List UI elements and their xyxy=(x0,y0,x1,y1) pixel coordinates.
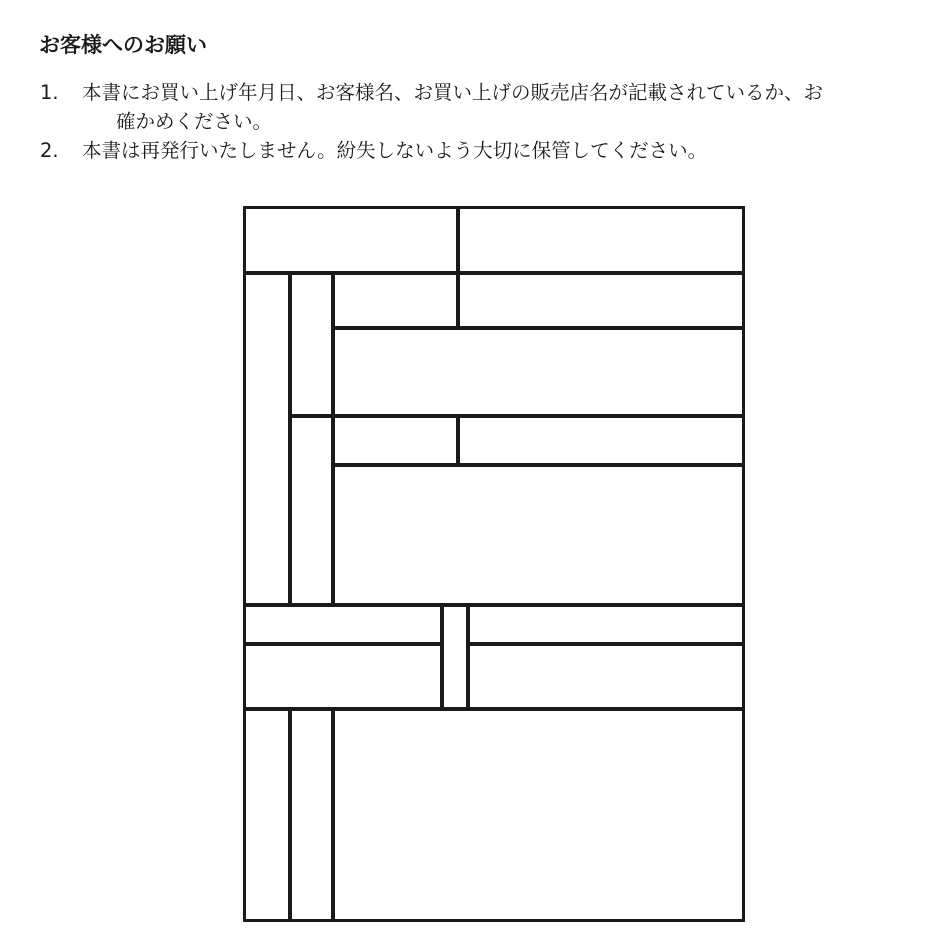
notice-item-2-text: 本書は再発行いたしません。紛失しないよう大切に保管してください。 xyxy=(82,139,708,162)
form-cell-section3-label xyxy=(291,710,332,920)
notice-item-1-continuation xyxy=(40,107,823,136)
form-cell-sub1-label xyxy=(291,274,332,415)
form-cell-section1-side-label xyxy=(245,274,289,604)
notice-item-1-text: 本書にお買い上げ年月日、お客様名、お買い上げの販売店名が記載されているか、お xyxy=(82,81,824,104)
form-cell-section2-right-field[interactable] xyxy=(469,645,743,708)
form-cell-section2-left-header xyxy=(245,606,441,643)
notice-item-1-indent xyxy=(74,107,116,136)
form-cell-top-right[interactable] xyxy=(459,208,743,272)
form-cell-sub2-field-b[interactable] xyxy=(459,417,743,464)
form-cell-section2-left-field[interactable] xyxy=(245,645,441,708)
warranty-form-table xyxy=(243,206,746,924)
form-cell-section2-middle-label xyxy=(443,606,467,708)
form-outer-border xyxy=(244,207,744,921)
form-cell-section3-field[interactable] xyxy=(334,710,743,920)
form-cell-sub1-field-b[interactable] xyxy=(459,274,743,327)
form-cell-section3-side-label xyxy=(245,710,289,920)
notice-heading: お客様へのお願い xyxy=(39,33,207,57)
notice-item-2 xyxy=(40,136,823,165)
form-cell-sub2-field-a[interactable] xyxy=(334,417,457,464)
form-cell-section2-right-header xyxy=(469,606,743,643)
notice-list xyxy=(40,78,823,165)
form-cell-sub1-field-a[interactable] xyxy=(334,274,457,327)
notice-item-1-text-line2: 確かめください。 xyxy=(116,110,273,133)
notice-item-1-number: 1. xyxy=(40,81,59,104)
notice-item-2-number: 2. xyxy=(40,139,59,162)
form-cell-sub2-field-c[interactable] xyxy=(334,466,743,604)
form-cell-sub1-field-c[interactable] xyxy=(334,329,743,415)
notice-item-1 xyxy=(40,78,823,107)
form-cell-sub2-label xyxy=(291,417,332,604)
form-cell-top-left[interactable] xyxy=(245,208,457,272)
